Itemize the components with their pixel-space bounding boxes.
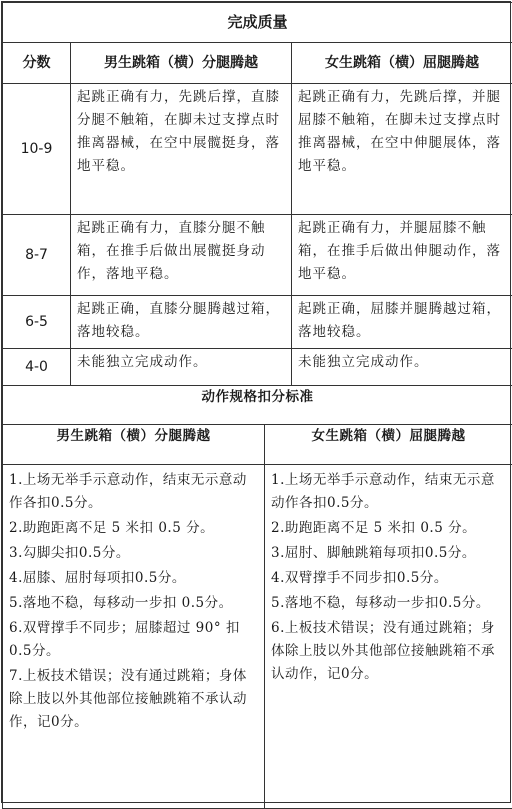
col-female-header: 女生跳箱（横）屈腿腾越 (292, 43, 512, 84)
female-criteria-cell: 起跳正确有力，先跳后撑，并腿屈膝不触箱，在脚未过支撑点时推离器械，在空中伸腿展体，落地平稳。 (292, 84, 512, 215)
list-item: 1.上场无举手示意动作，结束无示意动作各扣0.5分。 (271, 469, 506, 515)
male-criteria-cell: 起跳正确有力，先跳后撑，直膝分腿不触箱，在脚未过支撑点时推离器械，在空中展髋挺身，落地平稳。 (71, 84, 292, 215)
table-row (3, 349, 512, 386)
col-male-header: 男生跳箱（横）分腿腾越 (71, 43, 292, 84)
female-criteria-cell: 起跳正确有力，并腿屈膝不触箱，在推手后做出伸腿动作，落地平稳。 (292, 215, 512, 296)
male-criteria-cell: 未能独立完成动作。 (71, 349, 292, 386)
list-item: 6.上板技术错误；没有通过跳箱；身体除上肢以外其他部位接触跳箱不承认动作，记0分。 (271, 617, 506, 686)
deduction-male-header: 男生跳箱（横）分腿腾越 (3, 425, 265, 465)
male-deduction-list (3, 465, 265, 809)
list-item: 3.勾脚尖扣0.5分。 (9, 542, 258, 565)
list-item: 4.双臂撑手不同步扣0.5分。 (271, 567, 506, 590)
male-criteria-cell: 起跳正确，直膝分腿腾越过箱，落地较稳。 (71, 296, 292, 349)
list-item: 4.屈膝、屈肘每项扣0.5分。 (9, 567, 258, 590)
quality-title: 完成质量 (3, 3, 512, 43)
female-deduction-list (265, 465, 512, 809)
list-item: 5.落地不稳，每移动一步扣0.5分。 (271, 592, 506, 615)
col-score-header: 分数 (3, 43, 71, 84)
female-criteria-cell: 起跳正确，屈膝并腿腾越过箱，落地较稳。 (292, 296, 512, 349)
list-item: 1.上场无举手示意动作，结束无示意动作各扣0.5分。 (9, 469, 258, 515)
score-cell: 10-9 (3, 84, 71, 215)
quality-table (2, 2, 512, 386)
deduction-table (2, 385, 512, 809)
score-cell: 6-5 (3, 296, 71, 349)
list-item: 2.助跑距离不足 5 米扣 0.5 分。 (271, 517, 506, 540)
table-row (3, 84, 512, 215)
scoring-standard-sheet (1, 1, 511, 803)
deduction-female-header: 女生跳箱（横）屈腿腾越 (265, 425, 512, 465)
list-item: 3.屈肘、脚触跳箱每项扣0.5分。 (271, 542, 506, 565)
list-item: 6.双臂撑手不同步；屈膝超过 90° 扣0.5分。 (9, 617, 258, 663)
list-item: 5.落地不稳，每移动一步扣 0.5分。 (9, 592, 258, 615)
male-criteria-cell: 起跳正确有力，直膝分腿不触箱，在推手后做出展髋挺身动作，落地平稳。 (71, 215, 292, 296)
score-cell: 4-0 (3, 349, 71, 386)
list-item: 2.助跑距离不足 5 米扣 0.5 分。 (9, 517, 258, 540)
deduction-title: 动作规格扣分标准 (3, 386, 512, 425)
list-item: 7.上板技术错误；没有通过跳箱；身体除上肢以外其他部位接触跳箱不承认动作，记0分。 (9, 665, 258, 734)
table-row (3, 215, 512, 296)
table-row (3, 296, 512, 349)
female-criteria-cell: 未能独立完成动作。 (292, 349, 512, 386)
score-cell: 8-7 (3, 215, 71, 296)
